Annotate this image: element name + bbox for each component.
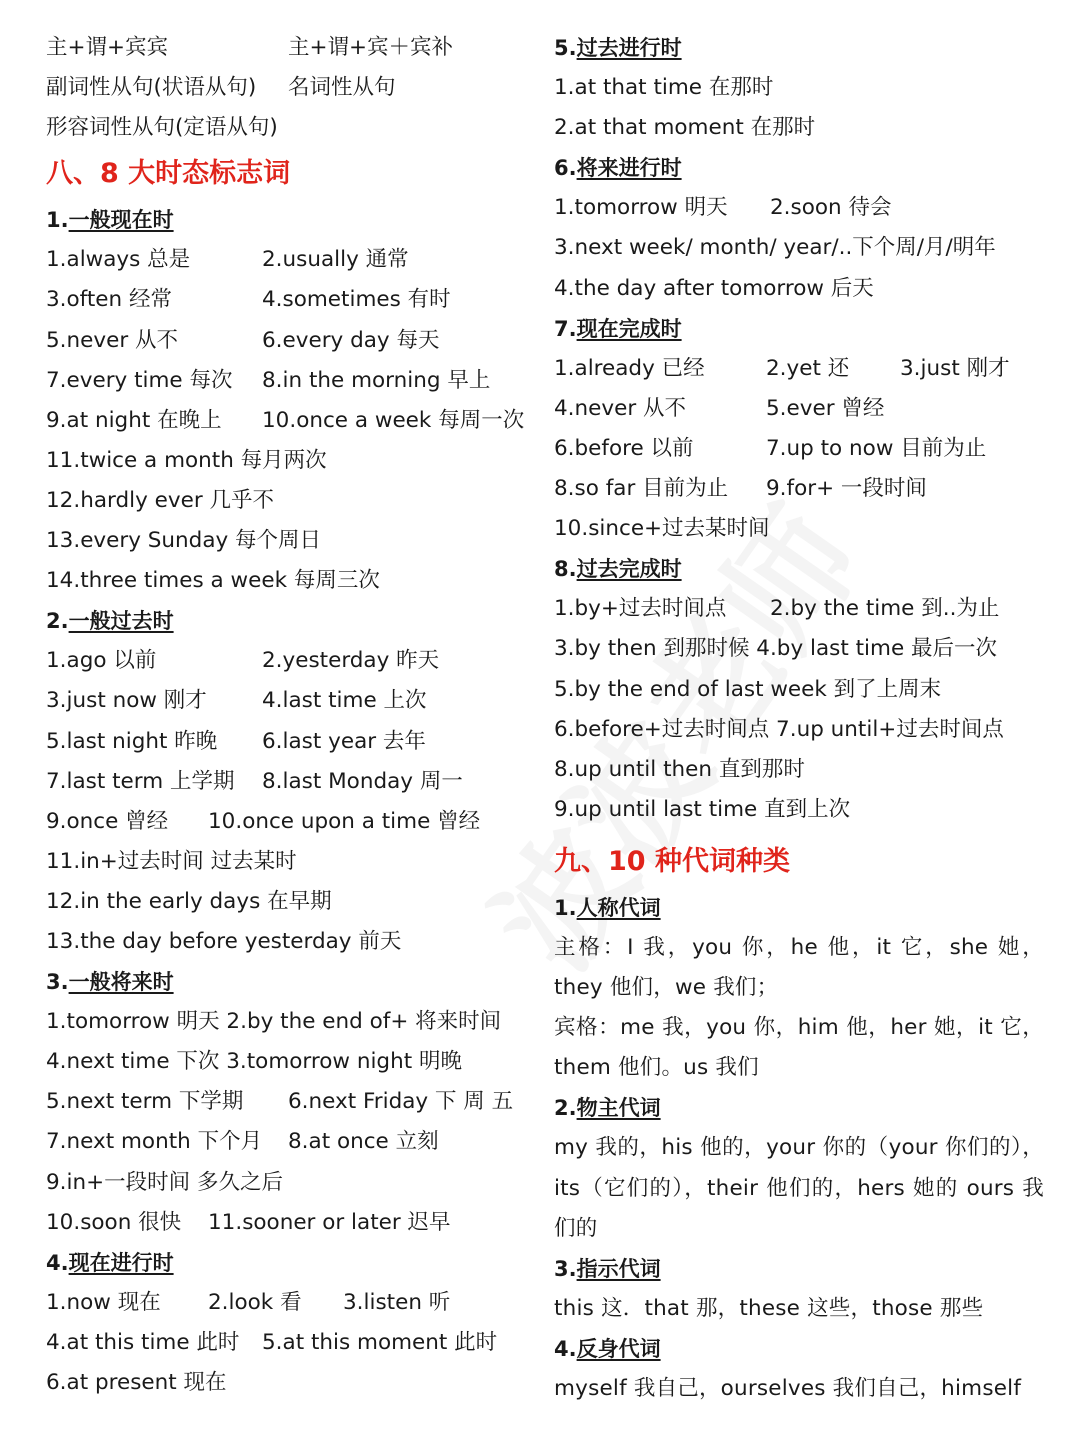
paragraph: 主格：I 我，you 你，he 他，it 它，she 她，they 他们，we 我们； [554,934,1044,1001]
list-item-text: 11.in+过去时间 过去某时 [46,848,297,874]
list-item-text: 8.so far 目前为止 [554,476,729,502]
subsection-title: 现在进行时 [68,1250,174,1275]
list-item [554,389,1044,429]
list-item-text: 5.never 从不 [46,327,178,353]
subsection-title: 反身代词 [576,1336,661,1361]
list-item-text: 1.tomorrow 明天 [554,195,728,221]
subsection-title: 一般过去时 [68,609,174,634]
list-item [554,790,1044,830]
left-column [46,28,538,1403]
list-item [46,1002,538,1042]
list-item-text: 10.once upon a time 曾经 [208,808,481,834]
list-item-text: 10.once a week 每周一次 [262,407,525,433]
subsection-number: 4. [46,1250,69,1275]
list-item [554,509,1044,549]
list-item-text: 4.never 从不 [554,395,686,421]
list-item-text: 6.next Friday 下 周 五 [288,1089,514,1115]
list-item [46,240,538,280]
list-item-text: 1.by+过去时间点 [554,596,727,622]
list-item [46,1203,538,1243]
list-item [46,882,538,922]
subsection-number: 1. [554,895,577,920]
subsection-heading [46,601,538,641]
subsection-title: 人称代词 [576,895,661,920]
subsection-heading [554,1088,1044,1128]
list-item-text: 6.before 以前 [554,435,694,461]
subsection-number: 1. [46,208,69,233]
subsection-number: 7. [554,316,577,341]
list-item [46,561,538,601]
list-item [46,1283,538,1323]
subsection-heading [554,549,1044,589]
subsection-title: 将来进行时 [576,156,682,181]
list-item-text: 6.before+过去时间点 7.up until+过去时间点 [554,716,1004,742]
subsection-number: 6. [554,156,577,181]
list-item-text: 9.up until last time 直到上次 [554,796,851,822]
subsection-number: 4. [554,1336,577,1361]
list-item [46,1363,538,1403]
list-item-text: 2.by the time 到..为止 [770,596,1000,622]
list-item-text: 8.last Monday 周一 [262,768,463,794]
list-item-text: 1.always 总是 [46,247,191,273]
subsection-heading [554,28,1044,68]
list-item-text: 5.last night 昨晚 [46,728,218,754]
list-item [46,321,538,361]
list-item [554,188,1044,228]
subsection-heading [554,148,1044,188]
list-item-text: 8.up until then 直到那时 [554,756,805,782]
list-item-text: 13.the day before yesterday 前天 [46,928,402,954]
subsection-heading [46,200,538,240]
subsection-number: 3. [554,1256,577,1281]
list-item-text: 14.three times a week 每周三次 [46,568,380,594]
list-item [46,1042,538,1082]
subsection-title: 物主代词 [576,1096,661,1121]
list-item [46,641,538,681]
list-item [46,280,538,320]
list-item-text: 1.ago 以前 [46,648,157,674]
list-item [554,269,1044,309]
list-item-text: 1.now 现在 [46,1289,161,1315]
list-item-text: 9.once 曾经 [46,808,169,834]
list-item-text: 7.every time 每次 [46,367,233,393]
list-item-text: 4.at this time 此时 [46,1329,240,1355]
list-item [46,28,538,68]
subsection-heading [554,309,1044,349]
subsection-title: 现在完成时 [576,316,682,341]
list-item-text: 4.next time 下次 3.tomorrow night 明晚 [46,1049,462,1075]
list-item-text: 6.every day 每天 [262,327,440,353]
list-item-text: 6.last year 去年 [262,728,426,754]
list-item-text: 6.at present 现在 [46,1370,227,1395]
list-item-text: 4.the day after tomorrow 后天 [554,275,874,301]
subsection-number: 5. [554,36,577,60]
list-item-text: 2.at that moment 在那时 [554,115,816,141]
list-item [46,441,538,481]
subsection-heading [554,1329,1044,1369]
list-item [554,710,1044,750]
list-item [554,750,1044,790]
list-item [554,469,1044,509]
subsection-heading [46,962,538,1002]
list-item [554,108,1044,148]
list-item-text: 主+谓+宾宾 [46,35,169,60]
list-item-text: 5.ever 曾经 [766,395,885,421]
list-item-text: 3.just 刚才 [900,355,1010,381]
list-item [554,589,1044,629]
right-column [554,28,1044,1409]
list-item [554,349,1044,389]
list-item-text: 10.since+过去某时间 [554,516,770,542]
list-item-text: 4.last time 上次 [262,688,427,714]
subsection-heading [46,1243,538,1283]
list-item-text: 副词性从句(状语从句) [46,75,257,101]
list-item-text: 7.last term 上学期 [46,768,235,794]
list-item-text: 3.by then 到那时候 4.by last time 最后一次 [554,636,998,662]
list-item [46,401,538,441]
list-item-text: 3.often 经常 [46,287,172,313]
list-item-text: 4.sometimes 有时 [262,287,451,313]
list-item-text: 2.look 看 [208,1289,302,1315]
list-item [46,1082,538,1122]
list-item [46,802,538,842]
list-item [46,842,538,882]
subsection-heading [554,888,1044,928]
subsection-number: 2. [46,609,69,634]
list-item-text: 5.next term 下学期 [46,1089,244,1115]
paragraph: this 这．that 那，these 这些，those 那些 [554,1295,984,1321]
list-item-text: 9.at night 在晚上 [46,407,222,433]
list-item [554,429,1044,469]
list-item-text: 7.up to now 目前为止 [766,435,987,461]
list-item [46,108,538,148]
section-title: 八、8 大时态标志词 [46,158,291,190]
list-item [554,228,1044,268]
list-item-text: 2.usually 通常 [262,247,409,273]
subsection-title: 一般将来时 [68,970,174,995]
list-item-text: 9.in+一段时间 多久之后 [46,1169,283,1195]
list-item [46,722,538,762]
list-item-text: 5.at this moment 此时 [262,1329,498,1355]
list-item-text: 名词性从句 [288,75,396,101]
list-item-text: 3.just now 刚才 [46,688,207,714]
list-item-text: 2.yet 还 [766,355,850,381]
list-item-text: 9.for+ 一段时间 [766,476,927,502]
list-item-text: 2.yesterday 昨天 [262,648,440,674]
list-item [46,922,538,962]
list-item-text: 10.soon 很快 [46,1209,182,1235]
list-item [46,1323,538,1363]
paragraph: 宾格：me 我，you 你，him 他，her 她，it 它，them 他们。us 我们 [554,1015,1044,1081]
list-item [554,670,1044,710]
subsection-title: 一般现在时 [68,208,174,233]
list-item-text: 13.every Sunday 每个周日 [46,528,322,554]
list-item-text: 7.next month 下个月 [46,1129,263,1155]
section-title: 九、10 种代词种类 [554,845,790,877]
list-item-text: 8.in the morning 早上 [262,367,491,393]
list-item-text: 1.at that time 在那时 [554,75,774,101]
list-item [46,361,538,401]
list-item-text: 5.by the end of last week 到了上周末 [554,676,942,702]
list-item-text: 3.next week/ month/ year/..下个周/月/明年 [554,235,996,261]
paragraph: myself 我自己，ourselves 我们自己，himself [554,1376,1022,1401]
subsection-title: 过去完成时 [576,557,682,582]
subsection-number: 8. [554,557,577,582]
list-item-text: 3.listen 听 [343,1289,451,1315]
list-item [554,629,1044,669]
list-item [46,1122,538,1162]
list-item-text: 12.in the early days 在早期 [46,888,332,914]
list-item-text: 8.at once 立刻 [288,1129,439,1155]
list-item-text: 形容词性从句(定语从句) [46,115,278,141]
list-item-text: 1.already 已经 [554,355,705,381]
list-item-text: 11.twice a month 每月两次 [46,447,327,473]
subsection-number: 2. [554,1096,577,1121]
subsection-heading [554,1249,1044,1289]
subsection-title: 指示代词 [576,1256,661,1281]
list-item-text: 12.hardly ever 几乎不 [46,487,274,513]
list-item [46,762,538,802]
list-item-text: 主+谓+宾＋宾补 [288,35,454,60]
paragraph: my 我的，his 他的，your 你的（your 你们的），its（它们的），their 他们的，hers 她的 ours 我们的 [554,1135,1044,1241]
list-item [46,68,538,108]
list-item-text: 1.tomorrow 明天 2.by the end of+ 将来时间 [46,1009,502,1035]
list-item [46,681,538,721]
list-item [46,481,538,521]
subsection-title: 过去进行时 [576,36,682,60]
list-item [554,68,1044,108]
list-item [46,521,538,561]
list-item [46,1163,538,1203]
subsection-number: 3. [46,970,69,995]
list-item-text: 11.sooner or later 迟早 [208,1209,451,1235]
list-item-text: 2.soon 待会 [770,195,892,221]
